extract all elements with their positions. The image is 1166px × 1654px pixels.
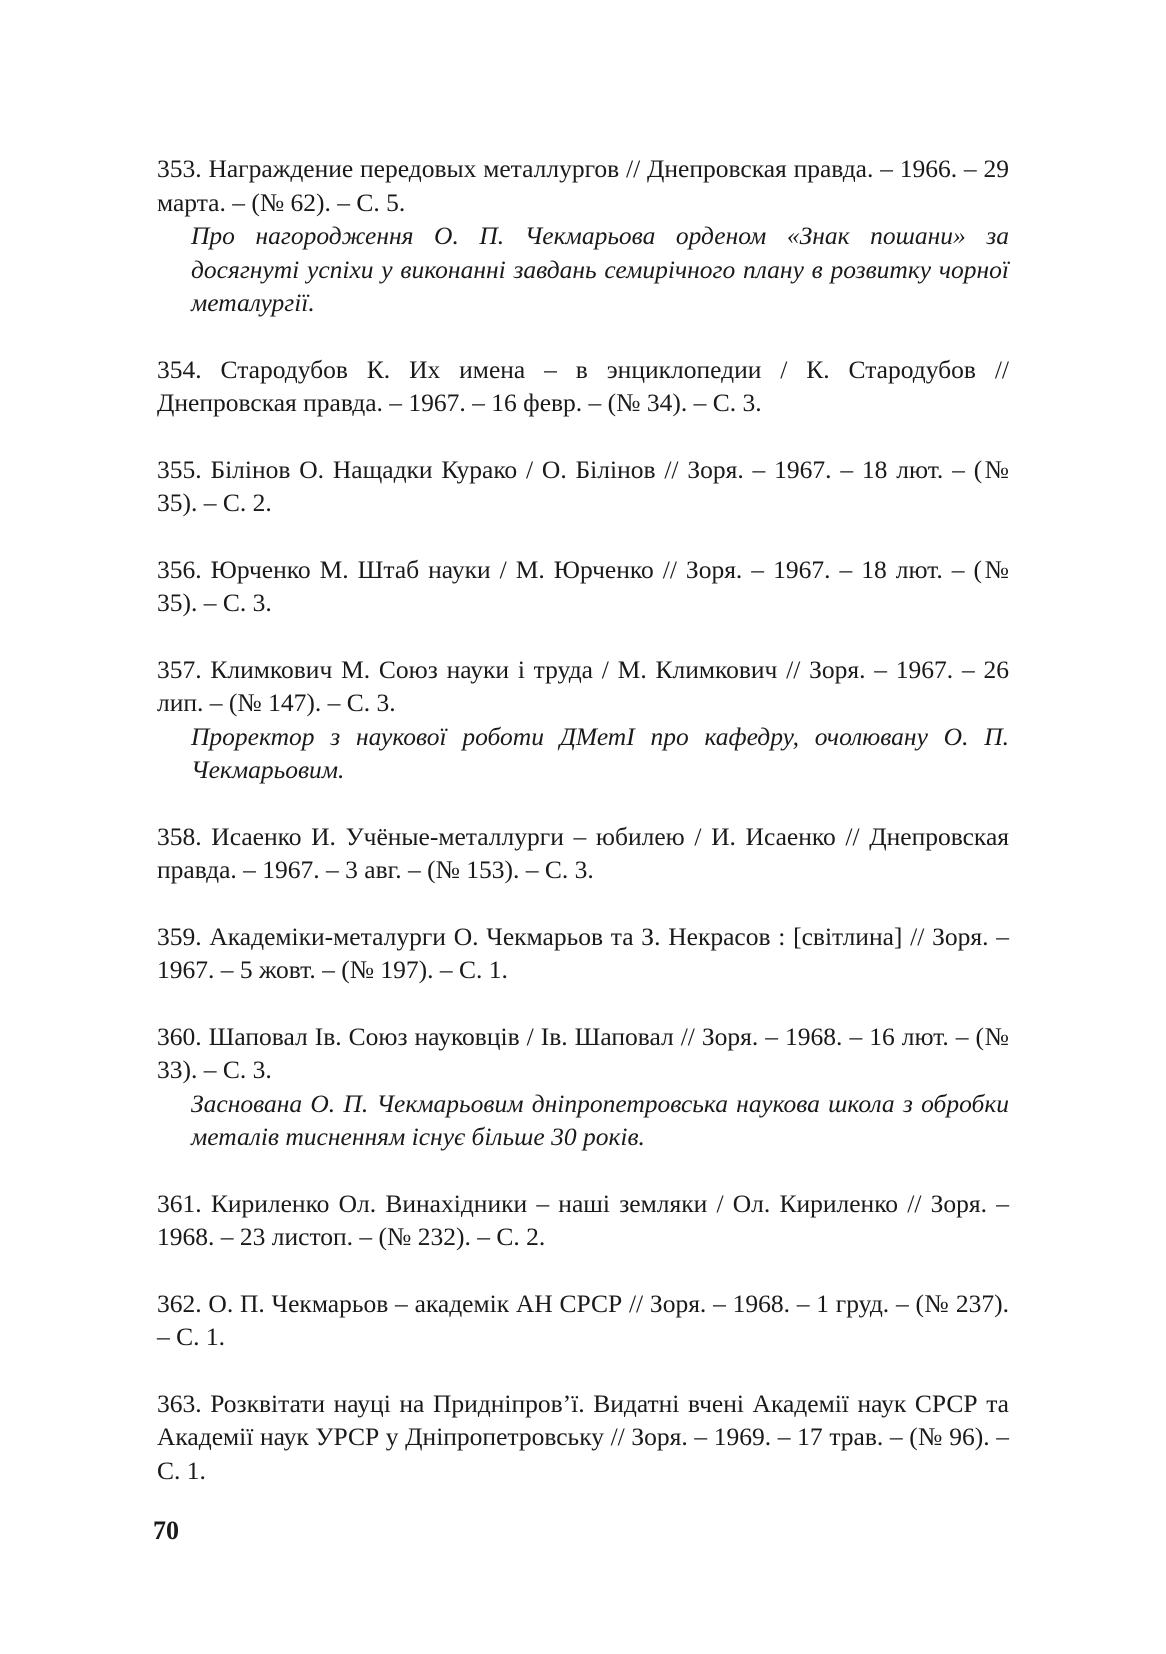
page-number: 70 (153, 1516, 179, 1545)
bibliography-entry-363 (157, 1387, 1009, 1488)
entry-citation: 357. Климкович М. Союз науки і труда / М. Климкович // Зоря. – 1967. – 26 лип. – (№ 147). – С. 3. (157, 654, 1009, 717)
entry-annotation: Проректор з наукової роботи ДМетІ про кафедру, очолювану О. П. Чекмарьовим. (191, 721, 1009, 784)
entry-citation: 363. Розквітати науці на Придніпров’ї. Видатні вчені Академії наук СРСР та Академії наук УРСР у Дніпропетровську // Зоря. – 1969. – 17 трав. – (№ 96). – С. 1. (157, 1388, 1009, 1485)
entry-citation: 358. Исаенко И. Учёные-металлурги – юбилею / И. Исаенко // Днепровская правда. – 1967. – 3 авг. – (№ 153). – С. 3. (157, 821, 1009, 884)
entry-citation: 361. Кириленко Ол. Винахідники – наші земляки / Ол. Кириленко // Зоря. – 1968. – 23 листоп. – (№ 232). – С. 2. (157, 1188, 1009, 1251)
entry-citation: 360. Шаповал Ів. Союз науковців / Ів. Шаповал // Зоря. – 1968. – 16 лют. – (№ 33). – С. 3. (157, 1021, 1009, 1084)
bibliography-entry-358 (157, 820, 1009, 887)
entry-annotation: Заснована О. П. Чекмарьовим дніпропетровська наукова школа з обробки металів тисненням існує більше 30 років. (191, 1088, 1009, 1151)
bibliography-entry-353 (157, 152, 1009, 320)
bibliography-entry-356 (157, 553, 1009, 620)
entry-citation: 353. Награждение передовых металлургов // Днепровская правда. – 1966. – 29 марта. – (№ 62). – С. 5. (157, 154, 1009, 217)
entry-citation: 354. Стародубов К. Их имена – в энциклопедии / К. Стародубов // Днепровская правда. – 1967. – 16 февр. – (№ 34). – С. 3. (157, 354, 1009, 417)
entry-citation: 359. Академіки-металурги О. Чекмарьов та З. Некрасов : [світлина] // Зоря. – 1967. – 5 жовт. – (№ 197). – С. 1. (157, 921, 1009, 984)
bibliography-entry-362 (157, 1287, 1009, 1354)
entry-annotation: Про нагородження О. П. Чекмарьова орденом «Знак пошани» за досягнуті успіхи у виконанні завдань семирічного плану в розвитку чорної металургії. (191, 221, 1009, 317)
bibliography-entry-357 (157, 653, 1009, 787)
bibliography-entry-354 (157, 353, 1009, 420)
bibliography-list (157, 152, 1009, 1520)
bibliography-entry-361 (157, 1187, 1009, 1254)
bibliography-entry-355 (157, 453, 1009, 520)
entry-citation: 362. О. П. Чекмарьов – академік АН СРСР // Зоря. – 1968. – 1 груд. – (№ 237). – С. 1. (157, 1288, 1009, 1351)
entry-citation: 355. Білінов О. Нащадки Курако / О. Білінов // Зоря. – 1967. – 18 лют. – (№ 35). – С. 2. (157, 454, 1009, 517)
bibliography-entry-359 (157, 920, 1009, 987)
bibliography-entry-360 (157, 1020, 1009, 1154)
entry-citation: 356. Юрченко М. Штаб науки / М. Юрченко // Зоря. – 1967. – 18 лют. – (№ 35). – С. 3. (157, 554, 1009, 617)
